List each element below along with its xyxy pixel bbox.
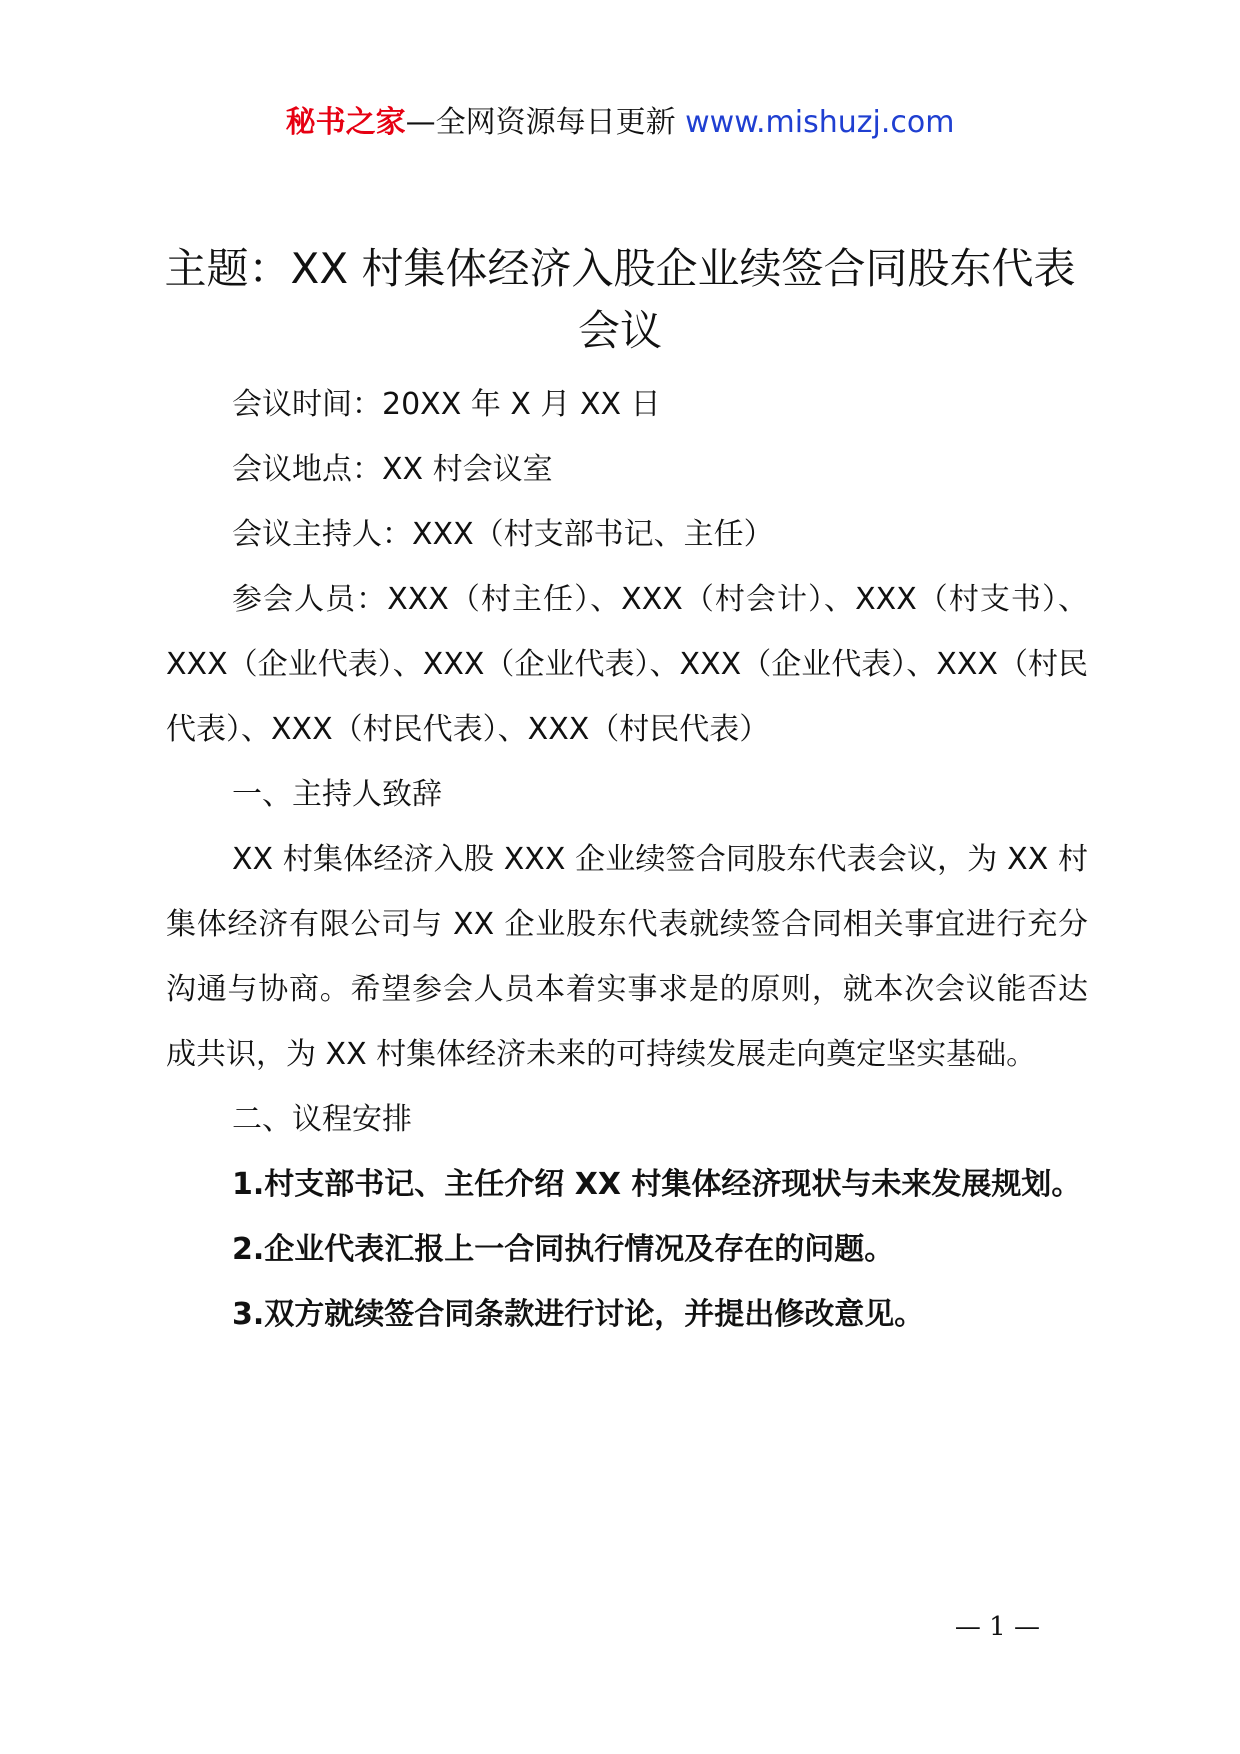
agenda-item: 2.企业代表汇报上一合同执行情况及存在的问题。 (232, 1232, 895, 1267)
meeting-time: 会议时间：20XX 年 X 月 XX 日 (232, 387, 661, 422)
agenda-item: 3.双方就续签合同条款进行讨论，并提出修改意见。 (232, 1297, 925, 1332)
meeting-host: 会议主持人：XXX（村支部书记、主任） (232, 517, 774, 552)
agenda-item: 1.村支部书记、主任介绍 XX 村集体经济现状与未来发展规划。 (232, 1167, 1082, 1202)
site-brand: 秘书之家 (285, 105, 406, 140)
site-slogan: —全网资源每日更新 (405, 105, 676, 140)
site-url-link[interactable]: www.mishuzj.com (685, 105, 955, 140)
document-title: 主题：XX 村集体经济入股企业续签合同股东代表会议 (164, 244, 1076, 355)
site-banner (0, 100, 1240, 146)
document-body (166, 372, 1088, 1347)
meeting-attendees: 参会人员：XXX（村主任）、XXX（村会计）、XXX（村支书）、XXX（企业代表）、XXX（企业代表）、XXX（企业代表）、XXX（村民代表）、XXX（村民代表）、XXX（村民代表） (166, 582, 1088, 747)
section-heading-host-speech: 一、主持人致辞 (232, 777, 442, 812)
host-speech-paragraph: XX 村集体经济入股 XXX 企业续签合同股东代表会议，为 XX 村集体经济有限公司与 XX 企业股东代表就续签合同相关事宜进行充分沟通与协商。希望参会人员本着实事求是的原则，就本次会议能否达成共识，为 XX 村集体经济未来的可持续发展走向奠定坚实基础。 (166, 842, 1088, 1072)
section-heading-agenda: 二、议程安排 (232, 1102, 412, 1137)
meeting-place: 会议地点：XX 村会议室 (232, 452, 553, 487)
page-number: — 1 — (954, 1612, 1040, 1642)
